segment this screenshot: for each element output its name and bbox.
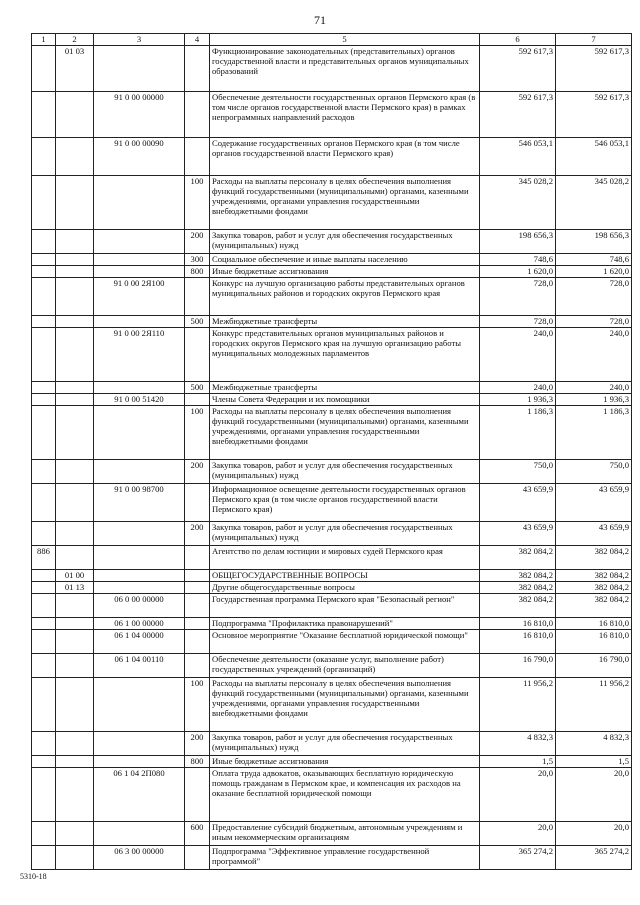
code-1-cell bbox=[32, 92, 56, 138]
code-1-cell bbox=[32, 278, 56, 316]
amount-col7-cell: 43 659,9 bbox=[556, 522, 632, 546]
amount-col6-cell: 382 084,2 bbox=[480, 546, 556, 570]
column-header: 3 bbox=[94, 34, 185, 46]
item-name-cell: Конкурс на лучшую организацию работы представительных органов муниципальных районов и городских округов Пермского края bbox=[210, 278, 480, 316]
amount-col7-cell: 240,0 bbox=[556, 328, 632, 382]
target-article-cell: 06 0 00 00000 bbox=[94, 594, 185, 618]
table-row bbox=[32, 630, 632, 654]
code-1-cell bbox=[32, 316, 56, 328]
amount-col7-cell: 592 617,3 bbox=[556, 92, 632, 138]
amount-col7-cell: 728,0 bbox=[556, 278, 632, 316]
code-1-cell bbox=[32, 768, 56, 822]
amount-col6-cell: 592 617,3 bbox=[480, 92, 556, 138]
amount-col7-cell: 20,0 bbox=[556, 768, 632, 822]
table-row bbox=[32, 316, 632, 328]
amount-col6-cell: 43 659,9 bbox=[480, 484, 556, 522]
section-code-cell bbox=[56, 822, 94, 846]
target-article-cell: 06 1 00 00000 bbox=[94, 618, 185, 630]
amount-col6-cell: 382 084,2 bbox=[480, 570, 556, 582]
amount-col6-cell: 240,0 bbox=[480, 382, 556, 394]
item-name-cell: Обеспечение деятельности (оказание услуг, выполнение работ) государственных учреждений (организаций) bbox=[210, 654, 480, 678]
code-1-cell bbox=[32, 678, 56, 732]
expense-type-cell: 600 bbox=[185, 822, 210, 846]
table-row bbox=[32, 732, 632, 756]
column-header: 5 bbox=[210, 34, 480, 46]
target-article-cell bbox=[94, 678, 185, 732]
table-row bbox=[32, 394, 632, 406]
amount-col6-cell: 43 659,9 bbox=[480, 522, 556, 546]
section-code-cell bbox=[56, 278, 94, 316]
amount-col6-cell: 240,0 bbox=[480, 328, 556, 382]
amount-col7-cell: 16 810,0 bbox=[556, 618, 632, 630]
target-article-cell bbox=[94, 230, 185, 254]
amount-col6-cell: 546 053,1 bbox=[480, 138, 556, 176]
target-article-cell: 91 0 00 2Я110 bbox=[94, 328, 185, 382]
table-row bbox=[32, 654, 632, 678]
section-code-cell bbox=[56, 382, 94, 394]
expense-type-cell: 800 bbox=[185, 266, 210, 278]
expense-type-cell: 200 bbox=[185, 230, 210, 254]
amount-col7-cell: 20,0 bbox=[556, 822, 632, 846]
item-name-cell: Закупка товаров, работ и услуг для обеспечения государственных (муниципальных) нужд bbox=[210, 460, 480, 484]
column-number-row bbox=[32, 34, 632, 46]
code-1-cell bbox=[32, 230, 56, 254]
code-1-cell bbox=[32, 594, 56, 618]
section-code-cell bbox=[56, 394, 94, 406]
amount-col7-cell: 728,0 bbox=[556, 316, 632, 328]
code-1-cell bbox=[32, 756, 56, 768]
table-row bbox=[32, 582, 632, 594]
amount-col6-cell: 20,0 bbox=[480, 822, 556, 846]
page-number: 71 bbox=[314, 13, 326, 27]
expense-type-cell: 800 bbox=[185, 756, 210, 768]
amount-col7-cell: 382 084,2 bbox=[556, 594, 632, 618]
column-header: 1 bbox=[32, 34, 56, 46]
table-row bbox=[32, 594, 632, 618]
amount-col7-cell: 11 956,2 bbox=[556, 678, 632, 732]
expense-type-cell bbox=[185, 278, 210, 316]
code-1-cell bbox=[32, 460, 56, 484]
item-name-cell: Расходы на выплаты персоналу в целях обеспечения выполнения функций государственными (муниципальными) органами, казенными учреждениями, органами управления государственными внебюджетными фондами bbox=[210, 176, 480, 230]
table-row bbox=[32, 460, 632, 484]
amount-col7-cell: 748,6 bbox=[556, 254, 632, 266]
table-row bbox=[32, 678, 632, 732]
item-name-cell: Агентство по делам юстиции и мировых судей Пермского края bbox=[210, 546, 480, 570]
column-header: 4 bbox=[185, 34, 210, 46]
target-article-cell bbox=[94, 382, 185, 394]
amount-col6-cell: 20,0 bbox=[480, 768, 556, 822]
expense-type-cell bbox=[185, 138, 210, 176]
expense-type-cell bbox=[185, 546, 210, 570]
item-name-cell: Основное мероприятие "Оказание бесплатной юридической помощи" bbox=[210, 630, 480, 654]
target-article-cell bbox=[94, 316, 185, 328]
amount-col7-cell: 365 274,2 bbox=[556, 846, 632, 870]
section-code-cell bbox=[56, 316, 94, 328]
amount-col7-cell: 4 832,3 bbox=[556, 732, 632, 756]
code-1-cell: 886 bbox=[32, 546, 56, 570]
target-article-cell: 91 0 00 2Я100 bbox=[94, 278, 185, 316]
amount-col7-cell: 198 656,3 bbox=[556, 230, 632, 254]
amount-col7-cell: 16 790,0 bbox=[556, 654, 632, 678]
target-article-cell bbox=[94, 822, 185, 846]
amount-col7-cell: 592 617,3 bbox=[556, 46, 632, 92]
amount-col6-cell: 728,0 bbox=[480, 316, 556, 328]
amount-col6-cell: 592 617,3 bbox=[480, 46, 556, 92]
section-code-cell bbox=[56, 756, 94, 768]
section-code-cell bbox=[56, 254, 94, 266]
amount-col6-cell: 16 810,0 bbox=[480, 618, 556, 630]
expense-type-cell bbox=[185, 570, 210, 582]
item-name-cell: Содержание государственных органов Пермского края (в том числе органов государственной власти Пермского края) bbox=[210, 138, 480, 176]
item-name-cell: Иные бюджетные ассигнования bbox=[210, 266, 480, 278]
table-row bbox=[32, 618, 632, 630]
section-code-cell: 01 00 bbox=[56, 570, 94, 582]
column-header: 7 bbox=[556, 34, 632, 46]
budget-table bbox=[31, 33, 632, 870]
section-code-cell bbox=[56, 594, 94, 618]
item-name-cell: Межбюджетные трансферты bbox=[210, 382, 480, 394]
amount-col6-cell: 16 810,0 bbox=[480, 630, 556, 654]
section-code-cell bbox=[56, 846, 94, 870]
target-article-cell bbox=[94, 546, 185, 570]
target-article-cell bbox=[94, 460, 185, 484]
item-name-cell: Члены Совета Федерации и их помощники bbox=[210, 394, 480, 406]
table-row bbox=[32, 382, 632, 394]
amount-col6-cell: 382 084,2 bbox=[480, 594, 556, 618]
table-row bbox=[32, 756, 632, 768]
amount-col7-cell: 43 659,9 bbox=[556, 484, 632, 522]
section-code-cell bbox=[56, 618, 94, 630]
amount-col6-cell: 11 956,2 bbox=[480, 678, 556, 732]
section-code-cell bbox=[56, 546, 94, 570]
target-article-cell bbox=[94, 176, 185, 230]
item-name-cell: Закупка товаров, работ и услуг для обеспечения государственных (муниципальных) нужд bbox=[210, 522, 480, 546]
section-code-cell: 01 03 bbox=[56, 46, 94, 92]
expense-type-cell bbox=[185, 654, 210, 678]
amount-col6-cell: 748,6 bbox=[480, 254, 556, 266]
expense-type-cell bbox=[185, 768, 210, 822]
section-code-cell bbox=[56, 266, 94, 278]
amount-col6-cell: 1 186,3 bbox=[480, 406, 556, 460]
target-article-cell: 06 1 04 2П080 bbox=[94, 768, 185, 822]
target-article-cell: 06 3 00 00000 bbox=[94, 846, 185, 870]
target-article-cell bbox=[94, 522, 185, 546]
amount-col6-cell: 365 274,2 bbox=[480, 846, 556, 870]
column-header: 2 bbox=[56, 34, 94, 46]
amount-col6-cell: 16 790,0 bbox=[480, 654, 556, 678]
section-code-cell: 01 13 bbox=[56, 582, 94, 594]
section-code-cell bbox=[56, 92, 94, 138]
table-row bbox=[32, 266, 632, 278]
item-name-cell: Информационное освещение деятельности государственных органов Пермского края (в том числе органов государственной власти Пермского края) bbox=[210, 484, 480, 522]
item-name-cell: Иные бюджетные ассигнования bbox=[210, 756, 480, 768]
target-article-cell: 06 1 04 00000 bbox=[94, 630, 185, 654]
amount-col6-cell: 750,0 bbox=[480, 460, 556, 484]
expense-type-cell: 100 bbox=[185, 406, 210, 460]
code-1-cell bbox=[32, 394, 56, 406]
item-name-cell: Обеспечение деятельности государственных органов Пермского края (в том числе органов государственной власти Пермского края) в рамках непрограммных направлений расходов bbox=[210, 92, 480, 138]
item-name-cell: Закупка товаров, работ и услуг для обеспечения государственных (муниципальных) нужд bbox=[210, 732, 480, 756]
section-code-cell bbox=[56, 328, 94, 382]
target-article-cell bbox=[94, 732, 185, 756]
code-1-cell bbox=[32, 406, 56, 460]
amount-col6-cell: 198 656,3 bbox=[480, 230, 556, 254]
code-1-cell bbox=[32, 822, 56, 846]
amount-col7-cell: 1 936,3 bbox=[556, 394, 632, 406]
table-row bbox=[32, 768, 632, 822]
item-name-cell: ОБЩЕГОСУДАРСТВЕННЫЕ ВОПРОСЫ bbox=[210, 570, 480, 582]
expense-type-cell bbox=[185, 582, 210, 594]
section-code-cell bbox=[56, 768, 94, 822]
expense-type-cell: 500 bbox=[185, 316, 210, 328]
section-code-cell bbox=[56, 522, 94, 546]
table-row bbox=[32, 328, 632, 382]
code-1-cell bbox=[32, 382, 56, 394]
amount-col7-cell: 240,0 bbox=[556, 382, 632, 394]
amount-col7-cell: 1,5 bbox=[556, 756, 632, 768]
amount-col7-cell: 345 028,2 bbox=[556, 176, 632, 230]
expense-type-cell: 100 bbox=[185, 176, 210, 230]
target-article-cell bbox=[94, 406, 185, 460]
table-row bbox=[32, 176, 632, 230]
section-code-cell bbox=[56, 732, 94, 756]
item-name-cell: Предоставление субсидий бюджетным, автономным учреждениям и иным некоммерческим организациям bbox=[210, 822, 480, 846]
expense-type-cell: 300 bbox=[185, 254, 210, 266]
table-row bbox=[32, 484, 632, 522]
table-body bbox=[32, 46, 632, 870]
code-1-cell bbox=[32, 522, 56, 546]
code-1-cell bbox=[32, 846, 56, 870]
code-1-cell bbox=[32, 328, 56, 382]
amount-col6-cell: 1 620,0 bbox=[480, 266, 556, 278]
table-row bbox=[32, 406, 632, 460]
code-1-cell bbox=[32, 630, 56, 654]
code-1-cell bbox=[32, 46, 56, 92]
section-code-cell bbox=[56, 460, 94, 484]
table-row bbox=[32, 570, 632, 582]
table-row bbox=[32, 846, 632, 870]
amount-col7-cell: 1 186,3 bbox=[556, 406, 632, 460]
expense-type-cell bbox=[185, 394, 210, 406]
code-1-cell bbox=[32, 176, 56, 230]
code-1-cell bbox=[32, 266, 56, 278]
item-name-cell: Закупка товаров, работ и услуг для обеспечения государственных (муниципальных) нужд bbox=[210, 230, 480, 254]
target-article-cell: 91 0 00 51420 bbox=[94, 394, 185, 406]
expense-type-cell: 500 bbox=[185, 382, 210, 394]
table-row bbox=[32, 822, 632, 846]
item-name-cell: Социальное обеспечение и иные выплаты населению bbox=[210, 254, 480, 266]
expense-type-cell bbox=[185, 92, 210, 138]
target-article-cell bbox=[94, 254, 185, 266]
target-article-cell bbox=[94, 570, 185, 582]
code-1-cell bbox=[32, 570, 56, 582]
code-1-cell bbox=[32, 254, 56, 266]
section-code-cell bbox=[56, 678, 94, 732]
target-article-cell bbox=[94, 582, 185, 594]
expense-type-cell: 200 bbox=[185, 522, 210, 546]
section-code-cell bbox=[56, 484, 94, 522]
item-name-cell: Оплата труда адвокатов, оказывающих бесплатную юридическую помощь гражданам в Пермском крае, и компенсация их расходов на оказание бесплатной юридической помощи bbox=[210, 768, 480, 822]
table-row bbox=[32, 138, 632, 176]
document-code: 5310-18 bbox=[20, 872, 47, 881]
target-article-cell: 91 0 00 00000 bbox=[94, 92, 185, 138]
expense-type-cell bbox=[185, 630, 210, 654]
amount-col7-cell: 546 053,1 bbox=[556, 138, 632, 176]
section-code-cell bbox=[56, 230, 94, 254]
table-row bbox=[32, 230, 632, 254]
section-code-cell bbox=[56, 630, 94, 654]
section-code-cell bbox=[56, 406, 94, 460]
table-row bbox=[32, 522, 632, 546]
table-row bbox=[32, 278, 632, 316]
target-article-cell bbox=[94, 266, 185, 278]
code-1-cell bbox=[32, 654, 56, 678]
item-name-cell: Конкурс представительных органов муниципальных районов и городских округов Пермского края на лучшую организацию работы муниципальных молодежных парламентов bbox=[210, 328, 480, 382]
expense-type-cell: 200 bbox=[185, 460, 210, 484]
amount-col7-cell: 750,0 bbox=[556, 460, 632, 484]
section-code-cell bbox=[56, 138, 94, 176]
expense-type-cell: 100 bbox=[185, 678, 210, 732]
section-code-cell bbox=[56, 176, 94, 230]
target-article-cell: 91 0 00 98700 bbox=[94, 484, 185, 522]
code-1-cell bbox=[32, 618, 56, 630]
code-1-cell bbox=[32, 484, 56, 522]
amount-col6-cell: 345 028,2 bbox=[480, 176, 556, 230]
target-article-cell: 06 1 04 00110 bbox=[94, 654, 185, 678]
code-1-cell bbox=[32, 732, 56, 756]
target-article-cell bbox=[94, 46, 185, 92]
expense-type-cell bbox=[185, 46, 210, 92]
amount-col7-cell: 382 084,2 bbox=[556, 582, 632, 594]
amount-col7-cell: 382 084,2 bbox=[556, 570, 632, 582]
expense-type-cell bbox=[185, 618, 210, 630]
table-row bbox=[32, 46, 632, 92]
expense-type-cell bbox=[185, 846, 210, 870]
amount-col7-cell: 1 620,0 bbox=[556, 266, 632, 278]
amount-col7-cell: 16 810,0 bbox=[556, 630, 632, 654]
amount-col6-cell: 728,0 bbox=[480, 278, 556, 316]
amount-col6-cell: 4 832,3 bbox=[480, 732, 556, 756]
code-1-cell bbox=[32, 138, 56, 176]
item-name-cell: Подпрограмма "Профилактика правонарушений" bbox=[210, 618, 480, 630]
item-name-cell: Расходы на выплаты персоналу в целях обеспечения выполнения функций государственными (муниципальными) органами, казенными учреждениями, органами управления государственными внебюджетными фондами bbox=[210, 406, 480, 460]
amount-col7-cell: 382 084,2 bbox=[556, 546, 632, 570]
target-article-cell: 91 0 00 00090 bbox=[94, 138, 185, 176]
column-header: 6 bbox=[480, 34, 556, 46]
section-code-cell bbox=[56, 654, 94, 678]
code-1-cell bbox=[32, 582, 56, 594]
expense-type-cell bbox=[185, 484, 210, 522]
item-name-cell: Функционирование законодательных (представительных) органов государственной власти и представительных органов муниципальных образований bbox=[210, 46, 480, 92]
expense-type-cell bbox=[185, 328, 210, 382]
table-row bbox=[32, 92, 632, 138]
table-row bbox=[32, 254, 632, 266]
target-article-cell bbox=[94, 756, 185, 768]
item-name-cell: Подпрограмма "Эффективное управление государственной программой" bbox=[210, 846, 480, 870]
amount-col6-cell: 382 084,2 bbox=[480, 582, 556, 594]
expense-type-cell bbox=[185, 594, 210, 618]
amount-col6-cell: 1,5 bbox=[480, 756, 556, 768]
item-name-cell: Межбюджетные трансферты bbox=[210, 316, 480, 328]
item-name-cell: Другие общегосударственные вопросы bbox=[210, 582, 480, 594]
item-name-cell: Расходы на выплаты персоналу в целях обеспечения выполнения функций государственными (муниципальными) органами, казенными учреждениями, органами управления государственными внебюджетными фондами bbox=[210, 678, 480, 732]
expense-type-cell: 200 bbox=[185, 732, 210, 756]
item-name-cell: Государственная программа Пермского края "Безопасный регион" bbox=[210, 594, 480, 618]
table-row bbox=[32, 546, 632, 570]
amount-col6-cell: 1 936,3 bbox=[480, 394, 556, 406]
